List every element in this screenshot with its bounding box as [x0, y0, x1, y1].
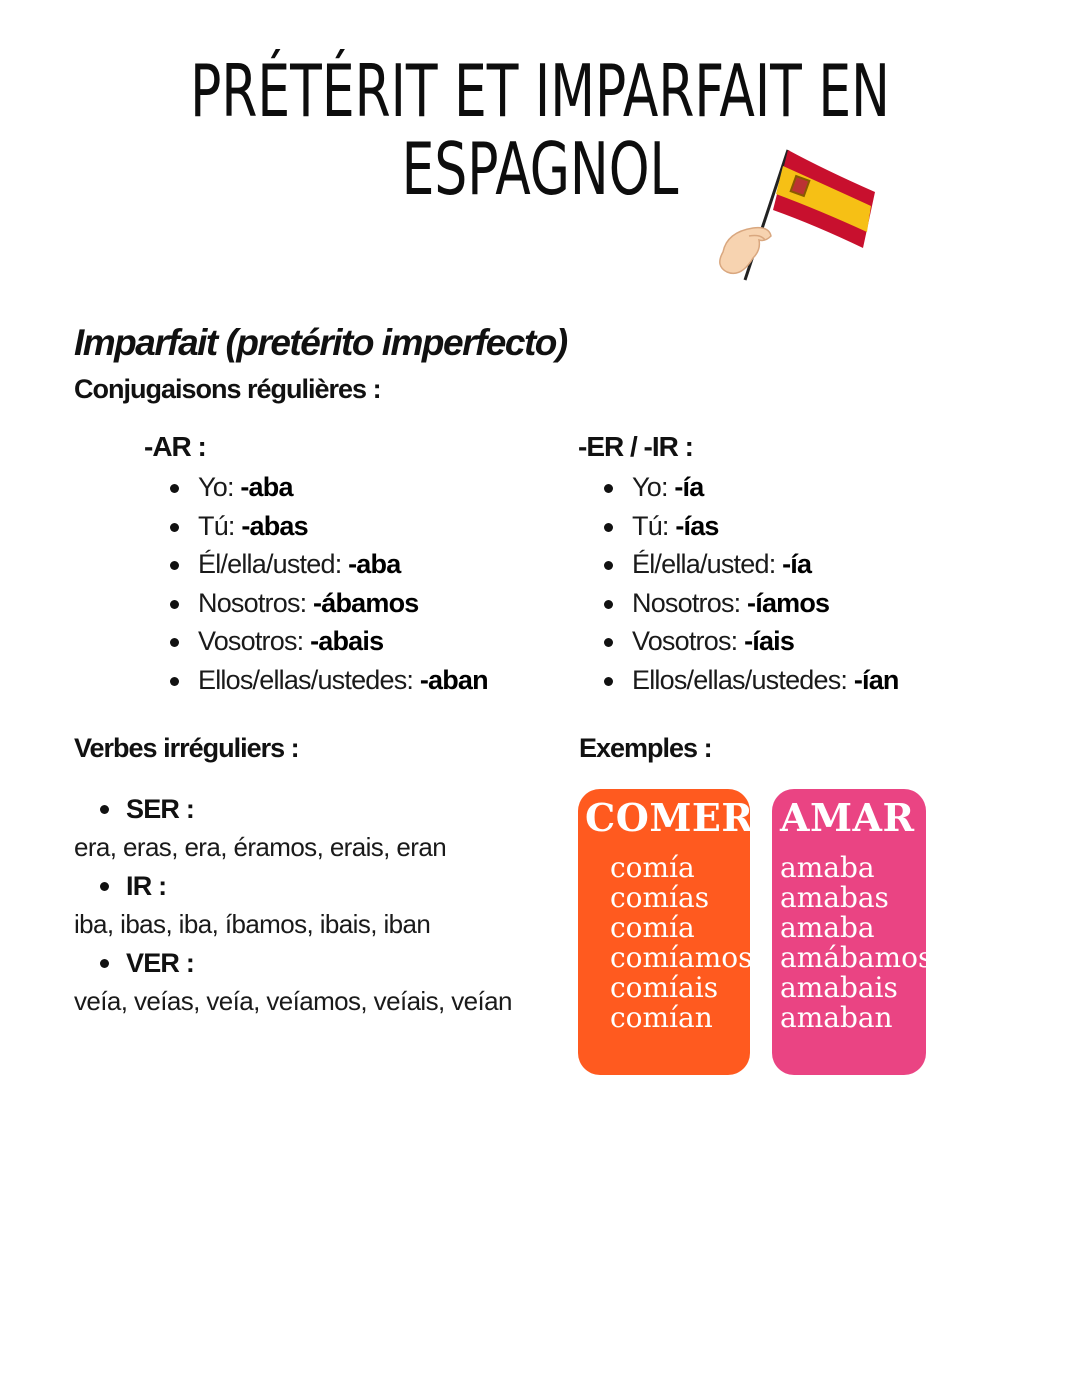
list-item: Nosotros: -íamos: [604, 584, 899, 623]
example-form: comíais: [610, 971, 719, 1004]
list-item: Ellos/ellas/ustedes: -aban: [170, 661, 488, 700]
example-form: amaba: [780, 911, 875, 944]
page-title-line-1: PRÉTÉRIT ET IMPARFAIT EN: [190, 49, 890, 133]
example-form: amábamos: [780, 941, 933, 974]
list-item: Yo: -ía: [604, 468, 899, 507]
list-item: Ellos/ellas/ustedes: -ían: [604, 661, 899, 700]
page-title-line-2: ESPAGNOL: [401, 127, 679, 211]
example-card-forms: [610, 853, 753, 1033]
example-card-title: COMER: [585, 795, 754, 840]
er-ir-conjugation-list: [604, 468, 899, 700]
example-form: amaban: [780, 1001, 893, 1034]
irregular-verbs-list: [74, 790, 544, 1021]
example-card-comer: [578, 789, 754, 1075]
imparfait-heading: Imparfait (pretérito imperfecto): [74, 322, 567, 363]
ar-conjugation-list: [170, 468, 488, 700]
example-form: comía: [610, 911, 695, 944]
list-item: Vosotros: -íais: [604, 622, 899, 661]
example-form: comía: [610, 851, 695, 884]
list-item: Tú: -abas: [170, 507, 488, 546]
example-card-forms: [780, 853, 932, 1033]
example-form: amaba: [780, 851, 875, 884]
list-item: Tú: -ías: [604, 507, 899, 546]
examples-heading: Exemples :: [579, 733, 712, 763]
example-card-title: AMAR: [780, 795, 915, 840]
irregular-verb-ir: IR :: [74, 867, 544, 905]
example-form: comías: [610, 881, 710, 914]
irregular-verbs-heading: Verbes irréguliers :: [74, 733, 299, 763]
example-form: comíamos: [610, 941, 753, 974]
hand-holding-spain-flag-icon: [705, 140, 885, 290]
list-item: Vosotros: -abais: [170, 622, 488, 661]
example-form: comían: [610, 1001, 713, 1034]
example-form: amabas: [780, 881, 889, 914]
irregular-verb-ver: VER :: [74, 944, 544, 982]
regular-conjugations-heading: Conjugaisons régulières :: [74, 374, 381, 404]
list-item: Él/ella/usted: -aba: [170, 545, 488, 584]
irregular-verb-ser: SER :: [74, 790, 544, 828]
list-item: Nosotros: -ábamos: [170, 584, 488, 623]
er-ir-group-label: -ER / -IR :: [578, 431, 693, 462]
ar-group-label: -AR :: [144, 431, 206, 462]
irregular-forms-ir: iba, ibas, iba, íbamos, ibais, iban: [74, 909, 431, 939]
irregular-forms-ver: veía, veías, veía, veíamos, veíais, veían: [74, 986, 512, 1016]
list-item: Yo: -aba: [170, 468, 488, 507]
example-card-amar: [772, 789, 933, 1075]
list-item: Él/ella/usted: -ía: [604, 545, 899, 584]
example-form: amabais: [780, 971, 898, 1004]
irregular-forms-ser: era, eras, era, éramos, erais, eran: [74, 832, 447, 862]
